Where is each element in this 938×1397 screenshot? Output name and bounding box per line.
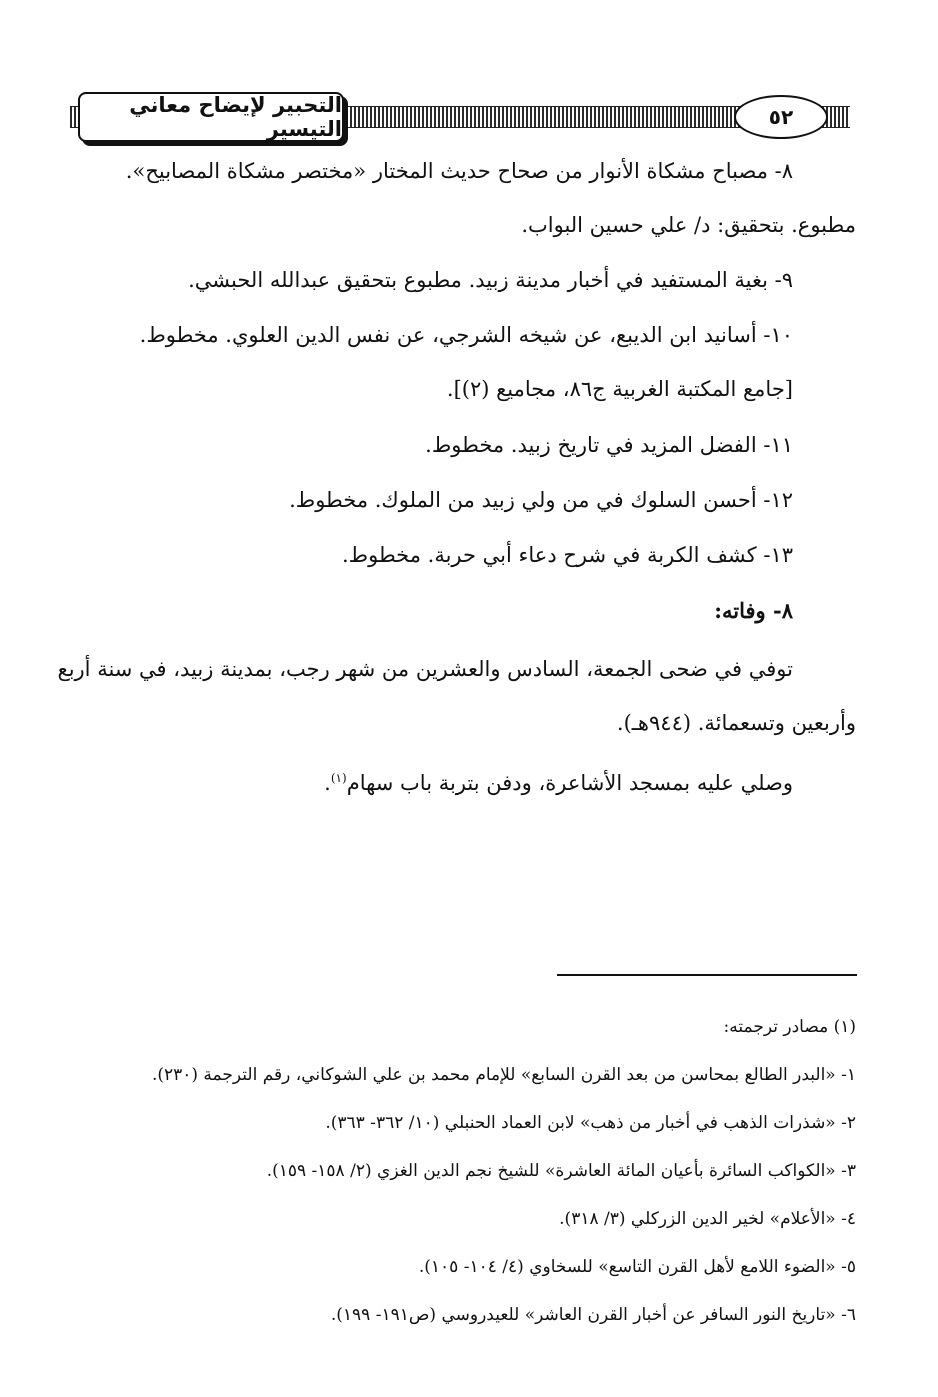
section-heading-death: ٨- وفاته: (714, 598, 793, 623)
book-item-10-line-1: ١٠- أسانيد ابن الديبع، عن شيخه الشرجي، عن نفس الدين العلوي. مخطوط. (139, 323, 793, 347)
death-text-line-2: وأربعين وتسعمائة. (٩٤٤هـ). (616, 711, 856, 735)
footnote-item: ١- «البدر الطالع بمحاسن من بعد القرن السابع» للإمام محمد بن علي الشوكاني، رقم الترجمة (٢٣٠). (151, 1065, 856, 1085)
footnote-heading: (١) مصادر ترجمته: (723, 1017, 856, 1037)
death-text-line-1: توفي في ضحى الجمعة، السادس والعشرين من شهر رجب، بمدينة زبيد، في سنة أربع (57, 657, 793, 681)
book-item-9: ٩- بغية المستفيد في أخبار مدينة زبيد. مطبوع بتحقيق عبدالله الحبشي. (188, 268, 793, 292)
footnote-item: ٦- «تاريخ النور السافر عن أخبار القرن العاشر» للعيدروسي (ص١٩١- ١٩٩). (330, 1305, 856, 1325)
book-item-10-line-2: [جامع المكتبة الغربية ج٨٦، مجاميع (٢)]. (446, 377, 793, 401)
burial-text-content: وصلي عليه بمسجد الأشاعرة، ودفن بتربة باب سهام (346, 771, 793, 795)
footnote-reference: (١) (330, 771, 347, 785)
book-item-8-line-2: مطبوع. بتحقيق: د/ علي حسين البواب. (521, 213, 856, 237)
footnote-item: ٣- «الكواكب السائرة بأعيان المائة العاشرة» للشيخ نجم الدين الغزي (٢/ ١٥٨- ١٥٩). (266, 1161, 856, 1181)
book-title: التحبير لإيضاح معاني التيسير (78, 92, 344, 142)
footnote-item: ٢- «شذرات الذهب في أخبار من ذهب» لابن العماد الحنبلي (١٠/ ٣٦٢- ٣٦٣). (325, 1113, 856, 1133)
book-item-11: ١١- الفضل المزيد في تاريخ زبيد. مخطوط. (425, 433, 793, 457)
burial-text: وصلي عليه بمسجد الأشاعرة، ودفن بتربة باب سهام$^{(١)}$. (324, 771, 793, 795)
footnote-separator (557, 974, 857, 976)
book-item-12: ١٢- أحسن السلوك في من ولي زبيد من الملوك. مخطوط. (289, 488, 793, 512)
book-item-8-line-1: ٨- مصباح مشكاة الأنوار من صحاح حديث المختار «مختصر مشكاة المصابيح». (125, 159, 793, 183)
book-item-13: ١٣- كشف الكربة في شرح دعاء أبي حربة. مخطوط. (342, 543, 793, 567)
footnote-item: ٥- «الضوء اللامع لأهل القرن التاسع» للسخاوي (٤/ ١٠٤- ١٠٥). (418, 1257, 856, 1277)
footnote-item: ٤- «الأعلام» لخير الدين الزركلي (٣/ ٣١٨). (559, 1209, 856, 1229)
page-number: ٥٢ (734, 95, 828, 139)
